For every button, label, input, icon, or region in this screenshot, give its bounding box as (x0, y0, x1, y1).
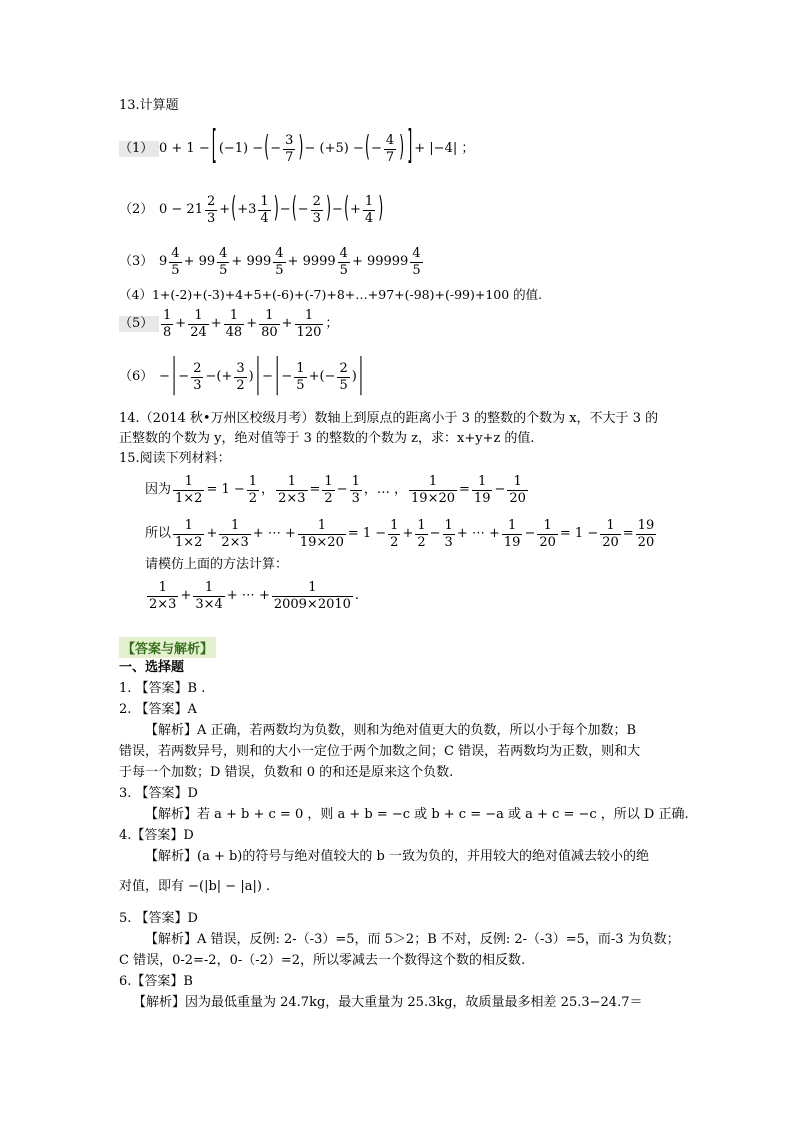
problem-1-part-a: 0 + 1 − (159, 141, 210, 156)
problem-1: （1） 0 + 1 − [ (−1) − ( − $\frac{3}{7}$ ) − (+5) − ( − $\frac{4}{7}$ ) ] + |−4| ； (119, 130, 474, 168)
abs-bar: | (171, 353, 177, 398)
answer-3-explain: 【解析】若 a + b + c = 0 ，则 a + b = −c 或 b + c = −a 或 a + c = −c ，所以 D 正确. (145, 807, 689, 822)
problem-1-part-c: − (+5) − (304, 141, 364, 156)
fraction: $\frac{1}{120}$ (296, 307, 322, 340)
fraction: $\frac{1}{2}$ (390, 517, 399, 550)
fraction: $\frac{1}{1\times 2}$ (175, 517, 203, 550)
fraction: $\frac{4}{5}$ (412, 245, 421, 278)
problem-6-label: （6） (119, 369, 154, 384)
term: + 99999 (351, 254, 409, 269)
fraction: $\frac{1}{20}$ (539, 517, 556, 550)
problem-2-part-c: +3 (237, 202, 257, 217)
term: + 99 (183, 254, 216, 269)
fraction: $\frac{1}{2}$ (248, 473, 258, 506)
fraction: $\frac{19}{20}$ (637, 517, 655, 550)
problem-5: （5） $\frac{1}{8}$ + $\frac{1}{24}$ + $\frac{1}{48}$ + $\frac{1}{80}$ + $\frac{1}{120}$ ； (119, 307, 339, 340)
fraction: $\frac{1}{5}$ (296, 360, 305, 393)
fraction: $\frac{1}{19\times 20}$ (411, 473, 456, 506)
abs-bar: | (255, 353, 261, 398)
answer-2-explain-1: 【解析】A 正确，若两数均为负数，则和为绝对值更大的负数，所以小于每个加数；B (145, 723, 637, 738)
answer-4-explain-2: 对值，即有 −(|b| − |a|) . (119, 879, 271, 894)
answer-6: 6.【答案】B (119, 974, 193, 989)
answer-1: 1. 【答案】B . (119, 681, 206, 696)
fraction: $\frac{4}{5}$ (339, 245, 348, 278)
left-paren: ( (364, 131, 370, 165)
fraction: $\frac{4}{7}$ (385, 132, 395, 165)
fraction: $\frac{3}{2}$ (236, 360, 245, 393)
q15-because-line: 因为 $\frac{1}{1\times 2}$ = 1 − $\frac{1}{2}$ ， $\frac{1}{2\times 3}$ = $\frac{1}{2}$ − $\frac{1}{3}$ ，… ， $\frac{1}{19\times 20}$ = $\frac{1}{19}$ − $\frac{1}{20}$ (145, 473, 526, 506)
term: + 999 (231, 254, 272, 269)
fraction: $\frac{2}{3}$ (193, 360, 202, 393)
problem-6: （6） − | − $\frac{2}{3}$ −(+ $\frac{3}{2}$ ) | − | − $\frac{1}{5}$ +(− $\frac{2}{5}$ ) | (119, 358, 365, 396)
fraction: $\frac{1}{80}$ (261, 307, 278, 340)
fraction: $\frac{1}{2}$ (324, 473, 333, 506)
answer-2-explain-3: 于每一个加数；D 错误，负数和 0 的和还是原来这个负数. (119, 765, 454, 780)
right-paren: ) (378, 192, 384, 226)
fraction: $\frac{2}{3}$ (312, 193, 321, 226)
q15-imitate: 请模仿上面的方法计算： (145, 557, 289, 572)
question-15-title: 15.阅读下列材料： (119, 451, 231, 466)
fraction: $\frac{1}{3}$ (444, 517, 453, 550)
problem-1-part-d: + |−4| ； (414, 141, 475, 156)
answer-2-explain-2: 错误，若两数异号，则和的大小一定位于两个加数之间；C 错误，若两数均为正数，则和大 (119, 744, 641, 759)
fraction: $\frac{1}{2}$ (417, 517, 426, 550)
answer-5-explain-2: C 错误，0-2=-2，0-（-2）=2，所以零减去一个数得这个数的相反数. (119, 953, 526, 968)
right-paren: ) (399, 131, 405, 165)
problem-2-label: （2） (119, 202, 154, 217)
fraction: $\frac{4}{5}$ (275, 245, 284, 278)
left-paren: ( (264, 131, 270, 165)
problem-1-label: （1） (119, 141, 159, 157)
right-paren: ) (325, 192, 332, 226)
fraction: $\frac{1}{2\times 3}$ (278, 473, 306, 506)
fraction: $\frac{1}{2\times 3}$ (221, 517, 249, 550)
question-13-title: 13.计算题 (119, 98, 179, 113)
fraction: $\frac{3}{7}$ (285, 132, 294, 165)
fraction: $\frac{1}{19}$ (503, 517, 521, 550)
fraction: $\frac{1}{19}$ (473, 473, 491, 506)
because-label: 因为 (145, 482, 172, 497)
fraction: $\frac{4}{5}$ (219, 245, 228, 278)
semicolon: ； (325, 316, 339, 331)
problem-3 (119, 244, 425, 280)
left-bracket: [ (211, 125, 217, 170)
q15-task: $\frac{1}{2\times 3}$ + $\frac{1}{3\times 4}$ + ⋯ + $\frac{1}{2009\times 2010}$ . (149, 579, 360, 612)
fraction: $\frac{1}{2\times 3}$ (149, 579, 177, 612)
left-paren: ( (291, 192, 297, 226)
section-heading: 一、选择题 (119, 660, 185, 675)
answer-5: 5. 【答案】D (119, 911, 198, 926)
answer-6-explain: 【解析】因为最低重量为 24.7kg，最大重量为 25.3kg，故质量最多相差 25.3−24.7＝ (133, 995, 643, 1010)
right-paren: ) (298, 131, 304, 165)
question-14-line-2: 正整数的个数为 y，绝对值等于 3 的整数的个数为 z，求：x+y+z 的值. (119, 431, 535, 446)
question-14-line-1: 14.（2014 秋•万州区校级月考）数轴上到原点的距离小于 3 的整数的个数为 x，不大于 3 的 (119, 411, 659, 426)
fraction: $\frac{1}{2009\times 2010}$ (273, 579, 351, 612)
q15-so-line: 所以 $\frac{1}{1\times 2}$ + $\frac{1}{2\times 3}$ + ⋯ + $\frac{1}{19\times 20}$ = 1 − $\frac{1}{2}$ + $\frac{1}{2}$ − $\frac{1}{3}$ + ⋯ + $\frac{1}{19}$ − $\frac{1}{20}$ = 1 − $\frac{1}{20}$ = $\frac{19}{20}$ (145, 517, 655, 550)
answer-2: 2. 【答案】A (119, 702, 197, 717)
fraction: $\frac{1}{1\times 2}$ (175, 473, 203, 506)
fraction: $\frac{1}{20}$ (602, 517, 619, 550)
fraction: $\frac{1}{4}$ (260, 193, 269, 226)
fraction: $\frac{1}{20}$ (509, 473, 526, 506)
problem-2-part-a: 0 − 21 (159, 202, 203, 217)
fraction: $\frac{1}{24}$ (190, 307, 207, 340)
term: 9 (159, 254, 168, 269)
answer-5-explain-1: 【解析】A 错误，反例: 2-（-3）=5，而 5＞2；B 不对，反例: 2-（-3）=5，而-3 为负数； (145, 932, 680, 947)
so-label: 所以 (145, 526, 172, 541)
problem-2: （2） 0 − 21 $\frac{2}{3}$ + ( +3 $\frac{1}{4}$ ) − ( − $\frac{2}{3}$ ) − ( + $\frac{1}{4}$ ) (119, 192, 384, 228)
answer-section-header: 【答案与解析】 (119, 637, 216, 658)
fraction: $\frac{1}{19\times 20}$ (299, 517, 344, 550)
problem-4: （4）1+(-2)+(-3)+4+5+(-6)+(-7)+8+…+97+(-98)+(-99)+100 的值. (119, 287, 543, 302)
answer-4-explain-1: 【解析】(a + b)的符号与绝对值较大的 b 一致为负的，并用较大的绝对值减去较小的绝 (145, 849, 649, 864)
fraction: $\frac{4}{5}$ (171, 245, 180, 278)
abs-bar: | (275, 353, 280, 398)
abs-bar: | (358, 353, 364, 398)
fraction: $\frac{1}{4}$ (364, 193, 374, 226)
fraction: $\frac{1}{3\times 4}$ (195, 579, 223, 612)
left-paren: ( (231, 192, 237, 226)
fraction: $\frac{1}{3}$ (351, 473, 360, 506)
problem-3-label: （3） (119, 254, 154, 269)
fraction: $\frac{2}{5}$ (339, 360, 348, 393)
fraction: $\frac{1}{48}$ (225, 307, 243, 340)
problem-5-label: （5） (119, 316, 159, 332)
term: + 9999 (287, 254, 336, 269)
right-bracket: ] (407, 125, 413, 170)
answer-4: 4.【答案】D (119, 828, 194, 843)
fraction: $\frac{2}{3}$ (206, 193, 216, 226)
fraction: $\frac{1}{8}$ (163, 307, 172, 340)
plus-sign: + (219, 202, 231, 217)
answer-3: 3. 【答案】D (119, 786, 198, 801)
problem-1-part-b: (−1) − (218, 141, 264, 156)
left-paren: ( (343, 192, 350, 226)
right-paren: ) (273, 192, 279, 226)
